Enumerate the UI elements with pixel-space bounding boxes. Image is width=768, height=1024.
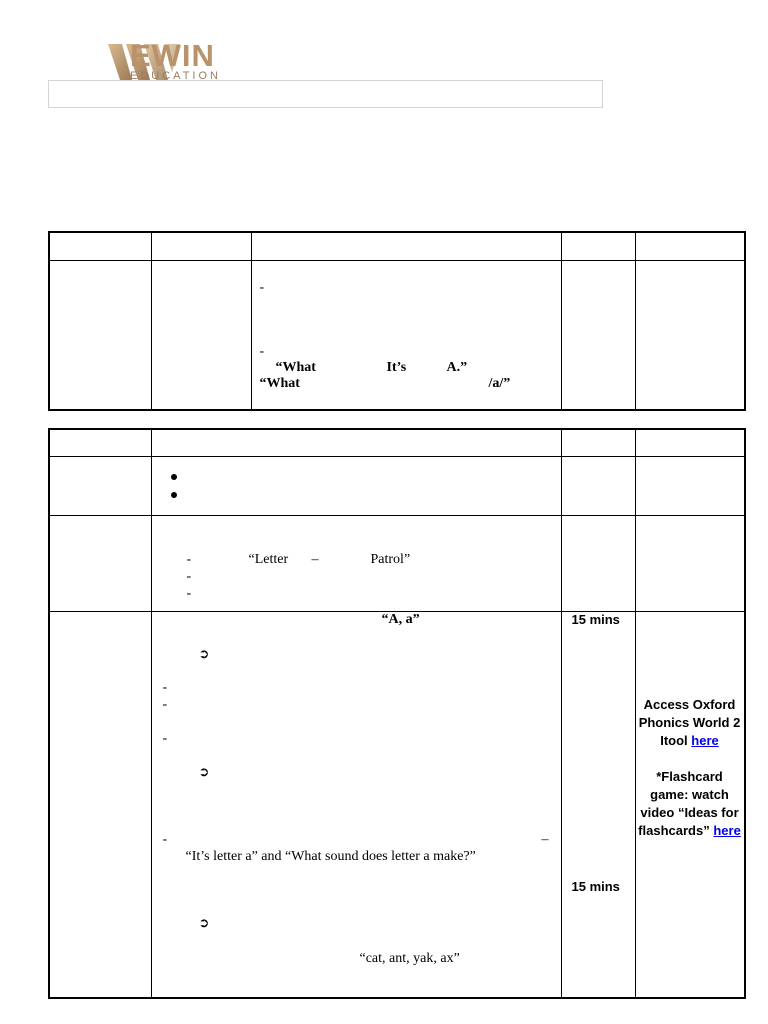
text-en-dash: – — [311, 551, 319, 567]
dash: - — [162, 696, 168, 712]
arrow-bullet-icon: ➲ — [198, 914, 210, 930]
table-cell — [251, 260, 561, 410]
header-cell — [251, 232, 561, 260]
dash: - — [186, 585, 192, 601]
header-cell — [49, 429, 151, 456]
table-cell — [151, 611, 561, 998]
text-its: It’s — [386, 359, 407, 375]
table-cell — [151, 260, 251, 410]
arrow-bullet-icon: ➲ — [198, 645, 210, 661]
quote-line: “It’s letter a” and “What sound does letter a make?” — [185, 848, 476, 864]
bullet-icon — [171, 492, 177, 498]
resources-block — [636, 696, 744, 840]
resource-text: flashcards” — [638, 822, 710, 838]
lesson-table-main — [48, 428, 746, 999]
header-box — [48, 80, 603, 108]
header-cell — [561, 429, 635, 456]
dash: - — [259, 343, 265, 359]
resource-line: game: watch — [650, 786, 729, 802]
time-label: 15 mins — [571, 878, 620, 894]
table-cell — [49, 611, 151, 998]
header-cell — [151, 429, 561, 456]
bullet-icon — [171, 474, 177, 480]
time-label: 15 mins — [571, 611, 620, 627]
table-cell — [635, 515, 745, 611]
logo-tagline: EDUCATION — [130, 70, 221, 82]
table-cell — [151, 456, 561, 515]
text-phoneme: /a/” — [488, 375, 511, 391]
table-cell — [49, 260, 151, 410]
text-letter: “Letter — [248, 551, 289, 567]
resource-text: Itool — [660, 732, 688, 748]
dash: - — [162, 730, 168, 746]
table-cell — [561, 611, 635, 998]
table-cell — [635, 260, 745, 410]
dash: - — [259, 279, 265, 295]
header-cell — [151, 232, 251, 260]
itool-link[interactable]: here — [691, 732, 719, 748]
resource-line — [636, 732, 744, 750]
spacer — [636, 750, 744, 768]
text-en-dash: – — [541, 831, 549, 847]
table-cell — [561, 456, 635, 515]
dash: - — [186, 551, 192, 567]
logo-wordmark: EWIN — [130, 38, 215, 73]
text-what: “What — [259, 375, 300, 391]
header-cell — [49, 232, 151, 260]
table-cell — [561, 260, 635, 410]
resource-line: Phonics World 2 — [638, 714, 741, 730]
header-cell — [635, 232, 745, 260]
table-cell — [49, 456, 151, 515]
dash: - — [162, 679, 168, 695]
text-what: “What — [275, 359, 316, 375]
header-cell — [635, 429, 745, 456]
table-cell — [561, 515, 635, 611]
resource-line: Access Oxford — [643, 696, 736, 712]
resource-line: video “Ideas for — [640, 804, 739, 820]
header-cell — [561, 232, 635, 260]
table-cell — [635, 456, 745, 515]
text-patrol: Patrol” — [370, 551, 411, 567]
section-heading: “A, a” — [381, 611, 420, 627]
text-a: A.” — [446, 359, 468, 375]
table-cell — [151, 515, 561, 611]
table-cell — [49, 515, 151, 611]
dash: - — [186, 568, 192, 584]
resource-line — [636, 822, 744, 840]
arrow-bullet-icon: ➲ — [198, 763, 210, 779]
lesson-table-top — [48, 231, 746, 411]
flashcard-video-link[interactable]: here — [713, 822, 741, 838]
resources-cell — [635, 611, 745, 998]
resource-line: *Flashcard — [656, 768, 723, 784]
example-words: “cat, ant, yak, ax” — [359, 950, 460, 966]
dash: - — [162, 831, 168, 847]
